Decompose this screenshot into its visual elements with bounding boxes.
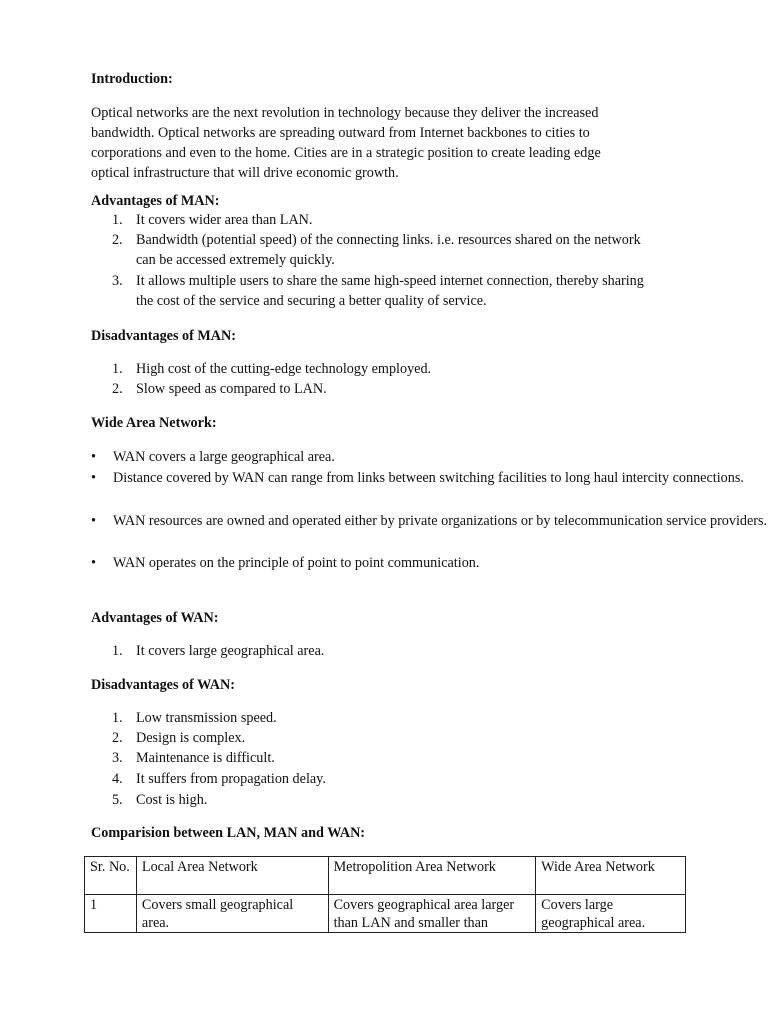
- intro-heading: Introduction:: [91, 71, 173, 87]
- list-text: High cost of the cutting-edge technology employed.: [136, 361, 432, 377]
- intro-line: optical infrastructure that will drive economic growth.: [91, 165, 399, 181]
- bullet-text-line: Distance covered by WAN can range from links between switching facilities to long haul: [113, 470, 619, 486]
- bullet-icon: •: [91, 449, 96, 465]
- bullet-text: [113, 511, 767, 531]
- list-number: 5.: [112, 792, 123, 808]
- list-text: [136, 230, 641, 270]
- cell-line: Covers small geographical: [141, 897, 294, 913]
- bullet-text-line: telecommunication service providers.: [553, 513, 768, 529]
- intro-line: corporations and even to the home. Cities are in a strategic position to create leading edge: [91, 145, 601, 161]
- list-number: 1.: [112, 643, 123, 659]
- cell-line: No.: [108, 859, 130, 875]
- table-cell: [85, 895, 137, 933]
- cell-line: geographical area.: [541, 915, 646, 931]
- list-number: 3.: [112, 273, 123, 289]
- bullet-icon: •: [91, 513, 96, 529]
- bullet-text-line: intercity connections.: [621, 470, 744, 486]
- disadv-wan-heading: Disadvantages of WAN:: [91, 677, 235, 693]
- list-text: Cost is high.: [136, 792, 208, 808]
- list-text: It covers large geographical area.: [136, 643, 325, 659]
- list-number: 3.: [112, 750, 123, 766]
- list-number: 1.: [112, 710, 123, 726]
- cell-line: Metropolition Area Network: [333, 859, 496, 875]
- disadv-man-heading: Disadvantages of MAN:: [91, 328, 237, 344]
- table-cell: [536, 895, 686, 933]
- list-text: Maintenance is difficult.: [136, 750, 275, 766]
- list-text: Design is complex.: [136, 730, 246, 746]
- list-number: 1.: [112, 361, 123, 377]
- wan-heading: Wide Area Network:: [91, 415, 217, 431]
- list-number: 2.: [112, 381, 123, 397]
- cell-line: than LAN and smaller than: [333, 915, 489, 931]
- list-text: It suffers from propagation delay.: [136, 771, 326, 787]
- list-text: [136, 271, 644, 311]
- intro-line: bandwidth. Optical networks are spreading outward from Internet backbones to cities to: [91, 125, 590, 141]
- bullet-text-line: WAN resources are owned and operated either by private organizations or by: [113, 513, 551, 529]
- table-header-cell: [136, 857, 328, 895]
- table-header-row: [85, 857, 686, 895]
- list-number: 2.: [112, 232, 123, 248]
- adv-wan-heading: Advantages of WAN:: [91, 610, 219, 626]
- comparison-heading: Comparision between LAN, MAN and WAN:: [91, 825, 366, 841]
- comparison-table: [84, 856, 686, 933]
- cell-line: area.: [141, 915, 170, 931]
- intro-paragraph: [91, 103, 691, 183]
- cell-line: 1: [90, 897, 98, 913]
- bullet-icon: •: [91, 470, 96, 486]
- list-text: Low transmission speed.: [136, 710, 277, 726]
- cell-line: Covers large: [541, 897, 614, 913]
- cell-line: Local Area Network: [141, 859, 258, 875]
- bullet-icon: •: [91, 555, 96, 571]
- list-text-line: Bandwidth (potential speed) of the connecting links. i.e. resources shared on the network: [136, 232, 641, 248]
- list-number: 1.: [112, 212, 123, 228]
- list-text: Slow speed as compared to LAN.: [136, 381, 327, 397]
- list-text: It covers wider area than LAN.: [136, 212, 313, 228]
- table-header-cell: [85, 857, 137, 895]
- cell-line: Wide Area Network: [541, 859, 655, 875]
- list-text-line: It allows multiple users to share the same high-speed internet connection, thereby sharing: [136, 273, 644, 289]
- list-text-line: can be accessed extremely quickly.: [136, 252, 335, 268]
- cell-line: Covers geographical area larger: [333, 897, 515, 913]
- list-number: 4.: [112, 771, 123, 787]
- list-text-line: the cost of the service and securing a better quality of service.: [136, 293, 487, 309]
- intro-line: Optical networks are the next revolution in technology because they deliver the increased: [91, 105, 599, 121]
- bullet-text: WAN operates on the principle of point to point communication.: [113, 555, 480, 571]
- table-cell: [328, 895, 536, 933]
- table-header-cell: [328, 857, 536, 895]
- bullet-text: WAN covers a large geographical area.: [113, 449, 335, 465]
- table-cell: [136, 895, 328, 933]
- table-header-cell: [536, 857, 686, 895]
- bullet-text: [113, 468, 744, 488]
- cell-line: Sr.: [90, 859, 106, 875]
- adv-man-heading: Advantages of MAN:: [91, 193, 220, 209]
- table-row: [85, 895, 686, 933]
- list-number: 2.: [112, 730, 123, 746]
